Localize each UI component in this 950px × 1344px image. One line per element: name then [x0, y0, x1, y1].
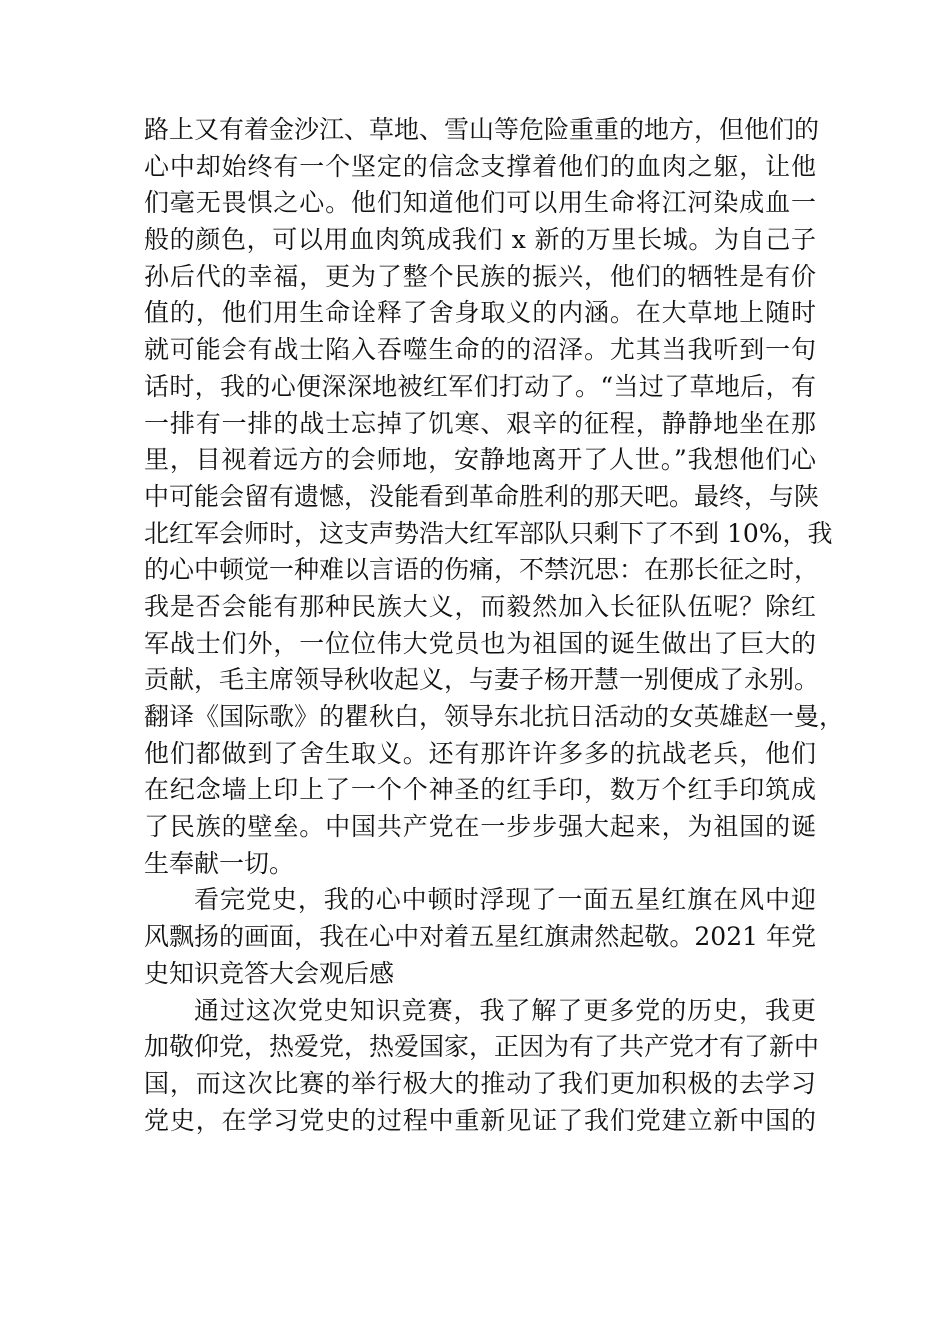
- text-line: 加敬仰党，热爱党，热爱国家，正因为有了共产党才有了新中: [144, 1032, 820, 1062]
- text-line: 风飘扬的画面，我在心中对着五星红旗肃然起敬。2021 年党: [144, 922, 816, 952]
- paragraph-end-line: 生奉献一切。: [144, 848, 295, 878]
- text-line: 中可能会留有遗憾，没能看到革命胜利的那天吧。最终，与陕: [144, 481, 820, 511]
- text-line: 的心中顿觉一种难以言语的伤痛，不禁沉思：在那长征之时，: [144, 555, 820, 585]
- paragraph-end-line: 史知识竞答大会观后感: [144, 958, 395, 988]
- text-line: 了民族的壁垒。中国共产党在一步步强大起来，为祖国的诞: [144, 812, 816, 842]
- text-line: 翻译《国际歌》的瞿秋白，领导东北抗日活动的女英雄赵一曼，: [144, 702, 845, 731]
- text-line: 般的颜色，可以用血肉筑成我们 x 新的万里长城。为自己子: [144, 225, 816, 255]
- text-line: 国，而这次比赛的举行极大的推动了我们更加积极的去学习: [144, 1068, 816, 1098]
- text-line: 我是否会能有那种民族大义，而毅然加入长征队伍呢？除红: [144, 591, 816, 621]
- text-line: 心中却始终有一个坚定的信念支撑着他们的血肉之躯，让他: [144, 151, 816, 181]
- text-line: 党史，在学习党史的过程中重新见证了我们党建立新中国的: [144, 1105, 816, 1135]
- document-body: [144, 112, 845, 1139]
- text-line: 在纪念墙上印上了一个个神圣的红手印，数万个红手印筑成: [144, 775, 816, 805]
- text-line: 一排有一排的战士忘掉了饥寒、艰辛的征程，静静地坐在那: [144, 408, 816, 438]
- text-line: 北红军会师时，这支声势浩大红军部队只剩下了不到 10%，我: [144, 518, 833, 548]
- text-line: 话时，我的心便深深地被红军们打动了。“当过了草地后，有: [144, 371, 816, 401]
- text-line: 孙后代的幸福，更为了整个民族的振兴，他们的牺牲是有价: [144, 261, 816, 291]
- text-line: 就可能会有战士陷入吞噬生命的的沼泽。尤其当我听到一句: [144, 335, 816, 365]
- paragraph-start-line: 通过这次党史知识竞赛，我了解了更多党的历史，我更: [194, 995, 816, 1025]
- paragraph-start-line: 看完党史，我的心中顿时浮现了一面五星红旗在风中迎: [194, 885, 816, 915]
- text-line: 里，目视着远方的会师地，安静地离开了人世。”我想他们心: [144, 445, 816, 475]
- text-line: 们毫无畏惧之心。他们知道他们可以用生命将江河染成血一: [144, 188, 816, 218]
- text-line: 值的，他们用生命诠释了舍身取义的内涵。在大草地上随时: [144, 298, 816, 328]
- text-line: 军战士们外，一位位伟大党员也为祖国的诞生做出了巨大的: [144, 628, 816, 658]
- text-line: 他们都做到了舍生取义。还有那许许多多的抗战老兵，他们: [144, 738, 816, 768]
- text-line: 路上又有着金沙江、草地、雪山等危险重重的地方，但他们的: [144, 115, 820, 144]
- text-line: 贡献，毛主席领导秋收起义，与妻子杨开慧一别便成了永别。: [144, 665, 820, 695]
